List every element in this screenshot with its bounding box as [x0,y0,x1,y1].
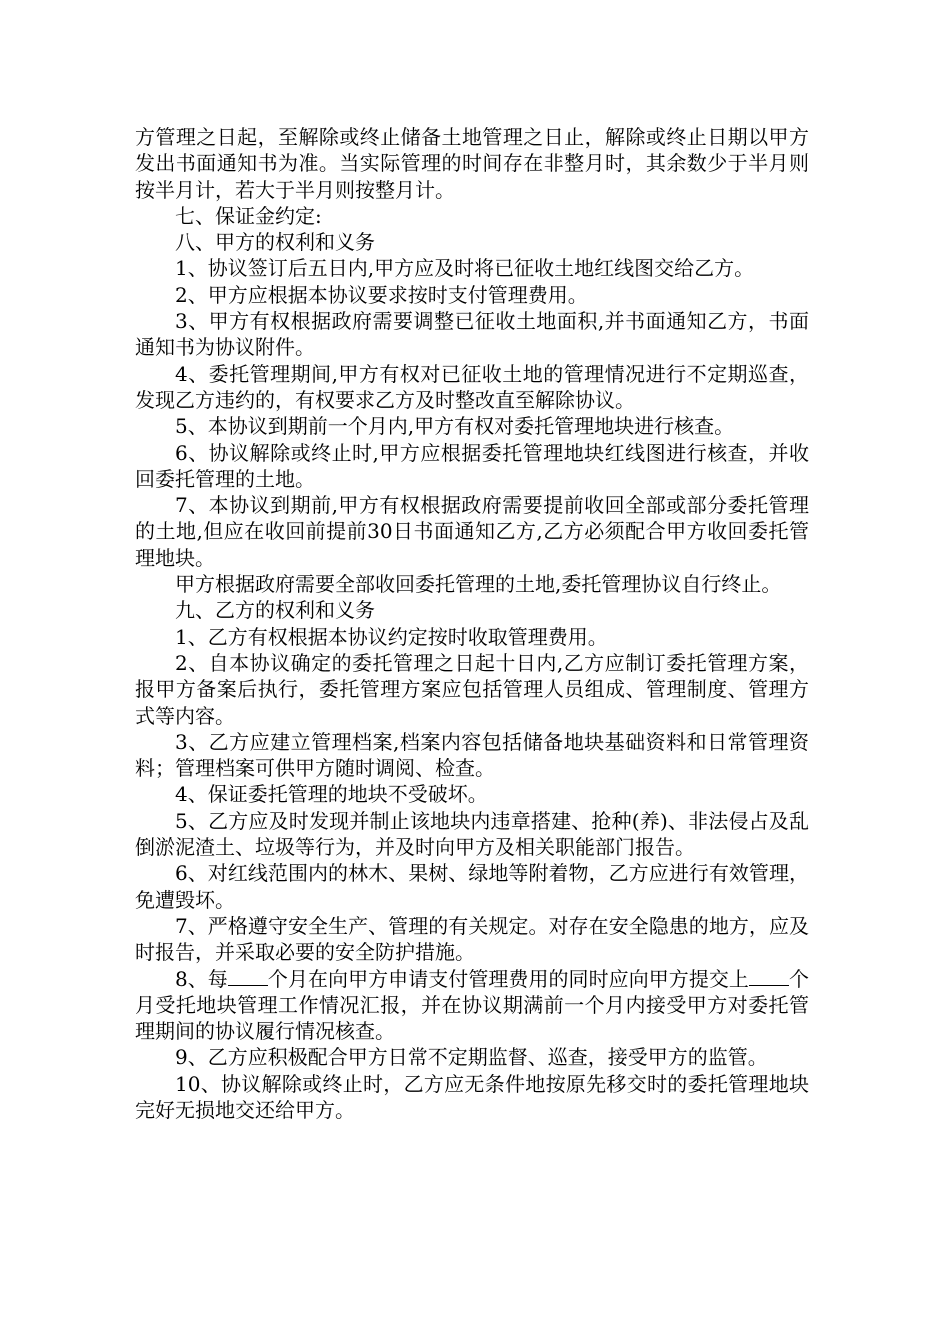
clause-b-10: 10、协议解除或终止时，乙方应无条件地按原先移交时的委托管理地块完好无损地交还给甲方。 [135,1071,809,1122]
section-heading-deposit: 七、保证金约定: [175,203,322,228]
section-heading-party-b: 九、乙方的权利和义务 [175,598,375,623]
clause-a-note: 甲方根据政府需要全部收回委托管理的土地,委托管理协议自行终止。 [175,572,782,597]
document-page [135,124,809,1123]
clause-b-6: 6、对红线范围内的林木、果树、绿地等附着物，乙方应进行有效管理，免遭毁坏。 [135,861,809,912]
clause-a-4: 4、委托管理期间,甲方有权对已征收土地的管理情况进行不定期巡查，发现乙方违约的，有权要求乙方及时整改直至解除协议。 [135,361,809,412]
clause-b-8-part3: 个月受托地块管理工作情况汇报，并在协议期满前一个月内接受甲方对委托管理期间的协议履行情况核查。 [135,966,809,1044]
paragraph-continuation: 方管理之日起，至解除或终止储备土地管理之日止，解除或终止日期以甲方发出书面通知书为准。当实际管理的时间存在非整月时，其余数少于半月则按半月计，若大于半月则按整月计。 [135,125,809,202]
clause-b-8-part1: 8、每 [175,966,228,991]
clause-b-4: 4、保证委托管理的地块不受破坏。 [175,782,488,807]
clause-b-8-part2: 个月在向甲方申请支付管理费用的同时应向甲方提交上 [267,966,749,991]
clause-b-7: 7、严格遵守安全生产、管理的有关规定。对存在安全隐患的地方，应及时报告，并采取必要的安全防护措施。 [135,913,809,965]
clause-a-5: 5、本协议到期前一个月内,甲方有权对委托管理地块进行核查。 [175,414,735,439]
clause-b-8 [135,966,809,1045]
blank-line-months [228,967,268,986]
section-heading-party-a: 八、甲方的权利和义务 [175,230,375,255]
clause-b-9: 9、乙方应积极配合甲方日常不定期监督、巡查，接受甲方的监管。 [175,1045,768,1070]
clause-a-6: 6、协议解除或终止时,甲方应根据委托管理地块红线图进行核查，并收回委托管理的土地。 [135,440,809,491]
clause-b-3: 3、乙方应建立管理档案,档案内容包括储备地块基础资料和日常管理资料；管理档案可供甲方随时调阅、检查。 [135,729,809,781]
clause-a-3: 3、甲方有权根据政府需要调整已征收土地面积,并书面通知乙方，书面通知书为协议附件。 [135,309,809,360]
clause-b-1: 1、乙方有权根据本协议约定按时收取管理费用。 [175,624,608,649]
clause-a-2: 2、甲方应根据本协议要求按时支付管理费用。 [175,282,588,307]
clause-b-5: 5、乙方应及时发现并制止该地块内违章搭建、抢种(养)、非法侵占及乱倒淤泥渣土、垃圾等行为，并及时向甲方及相关职能部门报告。 [135,808,809,860]
clause-a-1: 1、协议签订后五日内,甲方应及时将已征收土地红线图交给乙方。 [175,256,755,281]
clause-b-2: 2、自本协议确定的委托管理之日起十日内,乙方应制订委托管理方案，报甲方备案后执行，委托管理方案应包括管理人员组成、管理制度、管理方式等内容。 [135,650,809,728]
blank-line-previous [749,967,789,986]
clause-a-7: 7、本协议到期前,甲方有权根据政府需要提前收回全部或部分委托管理的土地,但应在收回前提前30日书面通知乙方,乙方必须配合甲方收回委托管理地块。 [135,493,809,570]
